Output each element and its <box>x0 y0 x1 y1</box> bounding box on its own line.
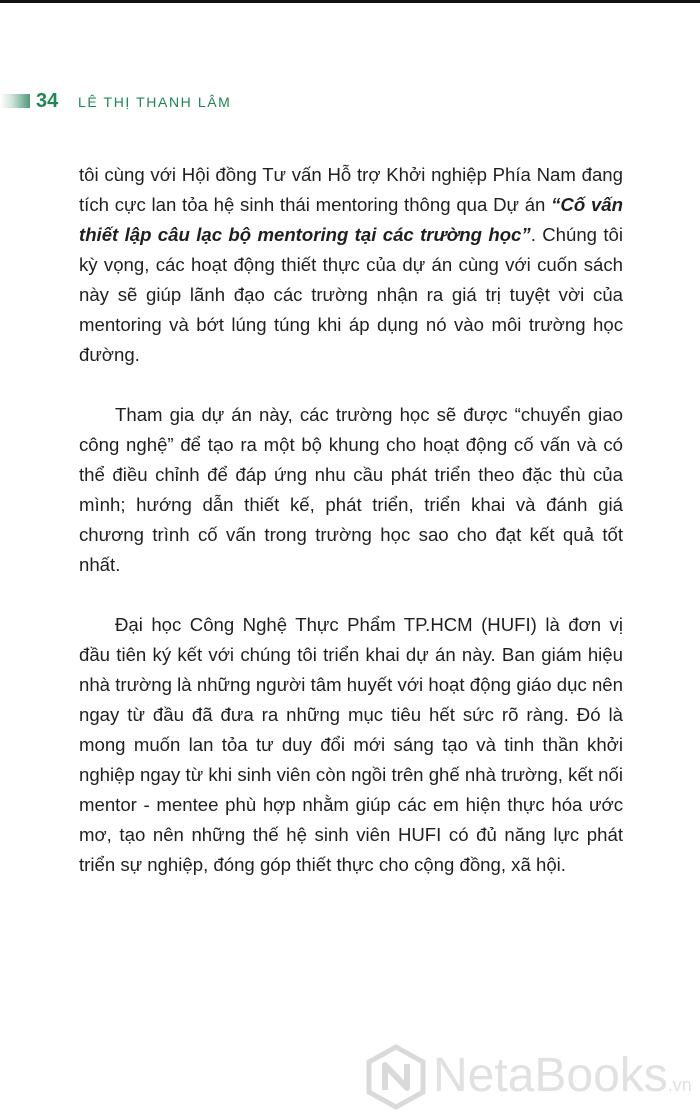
header-accent-strip <box>0 94 30 108</box>
watermark-brand-name: NetaBooks <box>433 1049 668 1102</box>
page-number: 34 <box>36 90 59 112</box>
running-head-author: LÊ THỊ THANH LÂM <box>78 94 232 110</box>
paragraph-2: Tham gia dự án này, các trường học sẽ được “chuyển giao công nghệ” để tạo ra một bộ khung cho hoạt động cố vấn và có thể điều chỉnh để đáp ứng nhu cầu phát triển theo đặc thù của mình; hướng dẫn thiết kế, phát triển, triển khai và đánh giá chương trình cố vấn trong trường học sao cho đạt kết quả tốt nhất. <box>79 404 623 575</box>
watermark-domain-suffix: .vn <box>667 1075 692 1095</box>
watermark-brand <box>433 1048 692 1113</box>
n-hexagon-logo-icon <box>365 1044 427 1110</box>
top-border-line <box>0 0 700 3</box>
project-name-emphasis: “Cố vấn thiết lập câu lạc bộ mentoring tại các trường học” <box>79 194 623 245</box>
page-header <box>0 88 700 114</box>
paragraph-1 <box>79 160 623 370</box>
paragraph-1-text-end: . Chúng tôi kỳ vọng, các hoạt động thiết thực của dự án cùng với cuốn sách này sẽ giúp lãnh đạo các trường nhận ra giá trị tuyệt vời của mentoring và bớt lúng túng khi áp dụng nó vào môi trường học đường. <box>79 224 623 365</box>
body-text <box>79 160 623 910</box>
paragraph-3: Đại học Công Nghệ Thực Phẩm TP.HCM (HUFI) là đơn vị đầu tiên ký kết với chúng tôi triển khai dự án này. Ban giám hiệu nhà trường là những người tâm huyết với hoạt động giáo dục nên ngay từ đầu đã đưa ra những mục tiêu hết sức rõ ràng. Đó là mong muốn lan tỏa tư duy đổi mới sáng tạo và tinh thần khởi nghiệp ngay từ khi sinh viên còn ngồi trên ghế nhà trường, kết nối mentor - mentee phù hợp nhằm giúp các em hiện thực hóa ước mơ, tạo nên những thế hệ sinh viên HUFI có đủ năng lực phát triển sự nghiệp, đóng góp thiết thực cho cộng đồng, xã hội. <box>79 614 623 875</box>
netabooks-watermark <box>365 1042 695 1112</box>
paragraph-1-text-start: tôi cùng với Hội đồng Tư vấn Hỗ trợ Khởi nghiệp Phía Nam đang tích cực lan tỏa hệ sinh thái mentoring thông qua Dự án <box>79 164 623 215</box>
